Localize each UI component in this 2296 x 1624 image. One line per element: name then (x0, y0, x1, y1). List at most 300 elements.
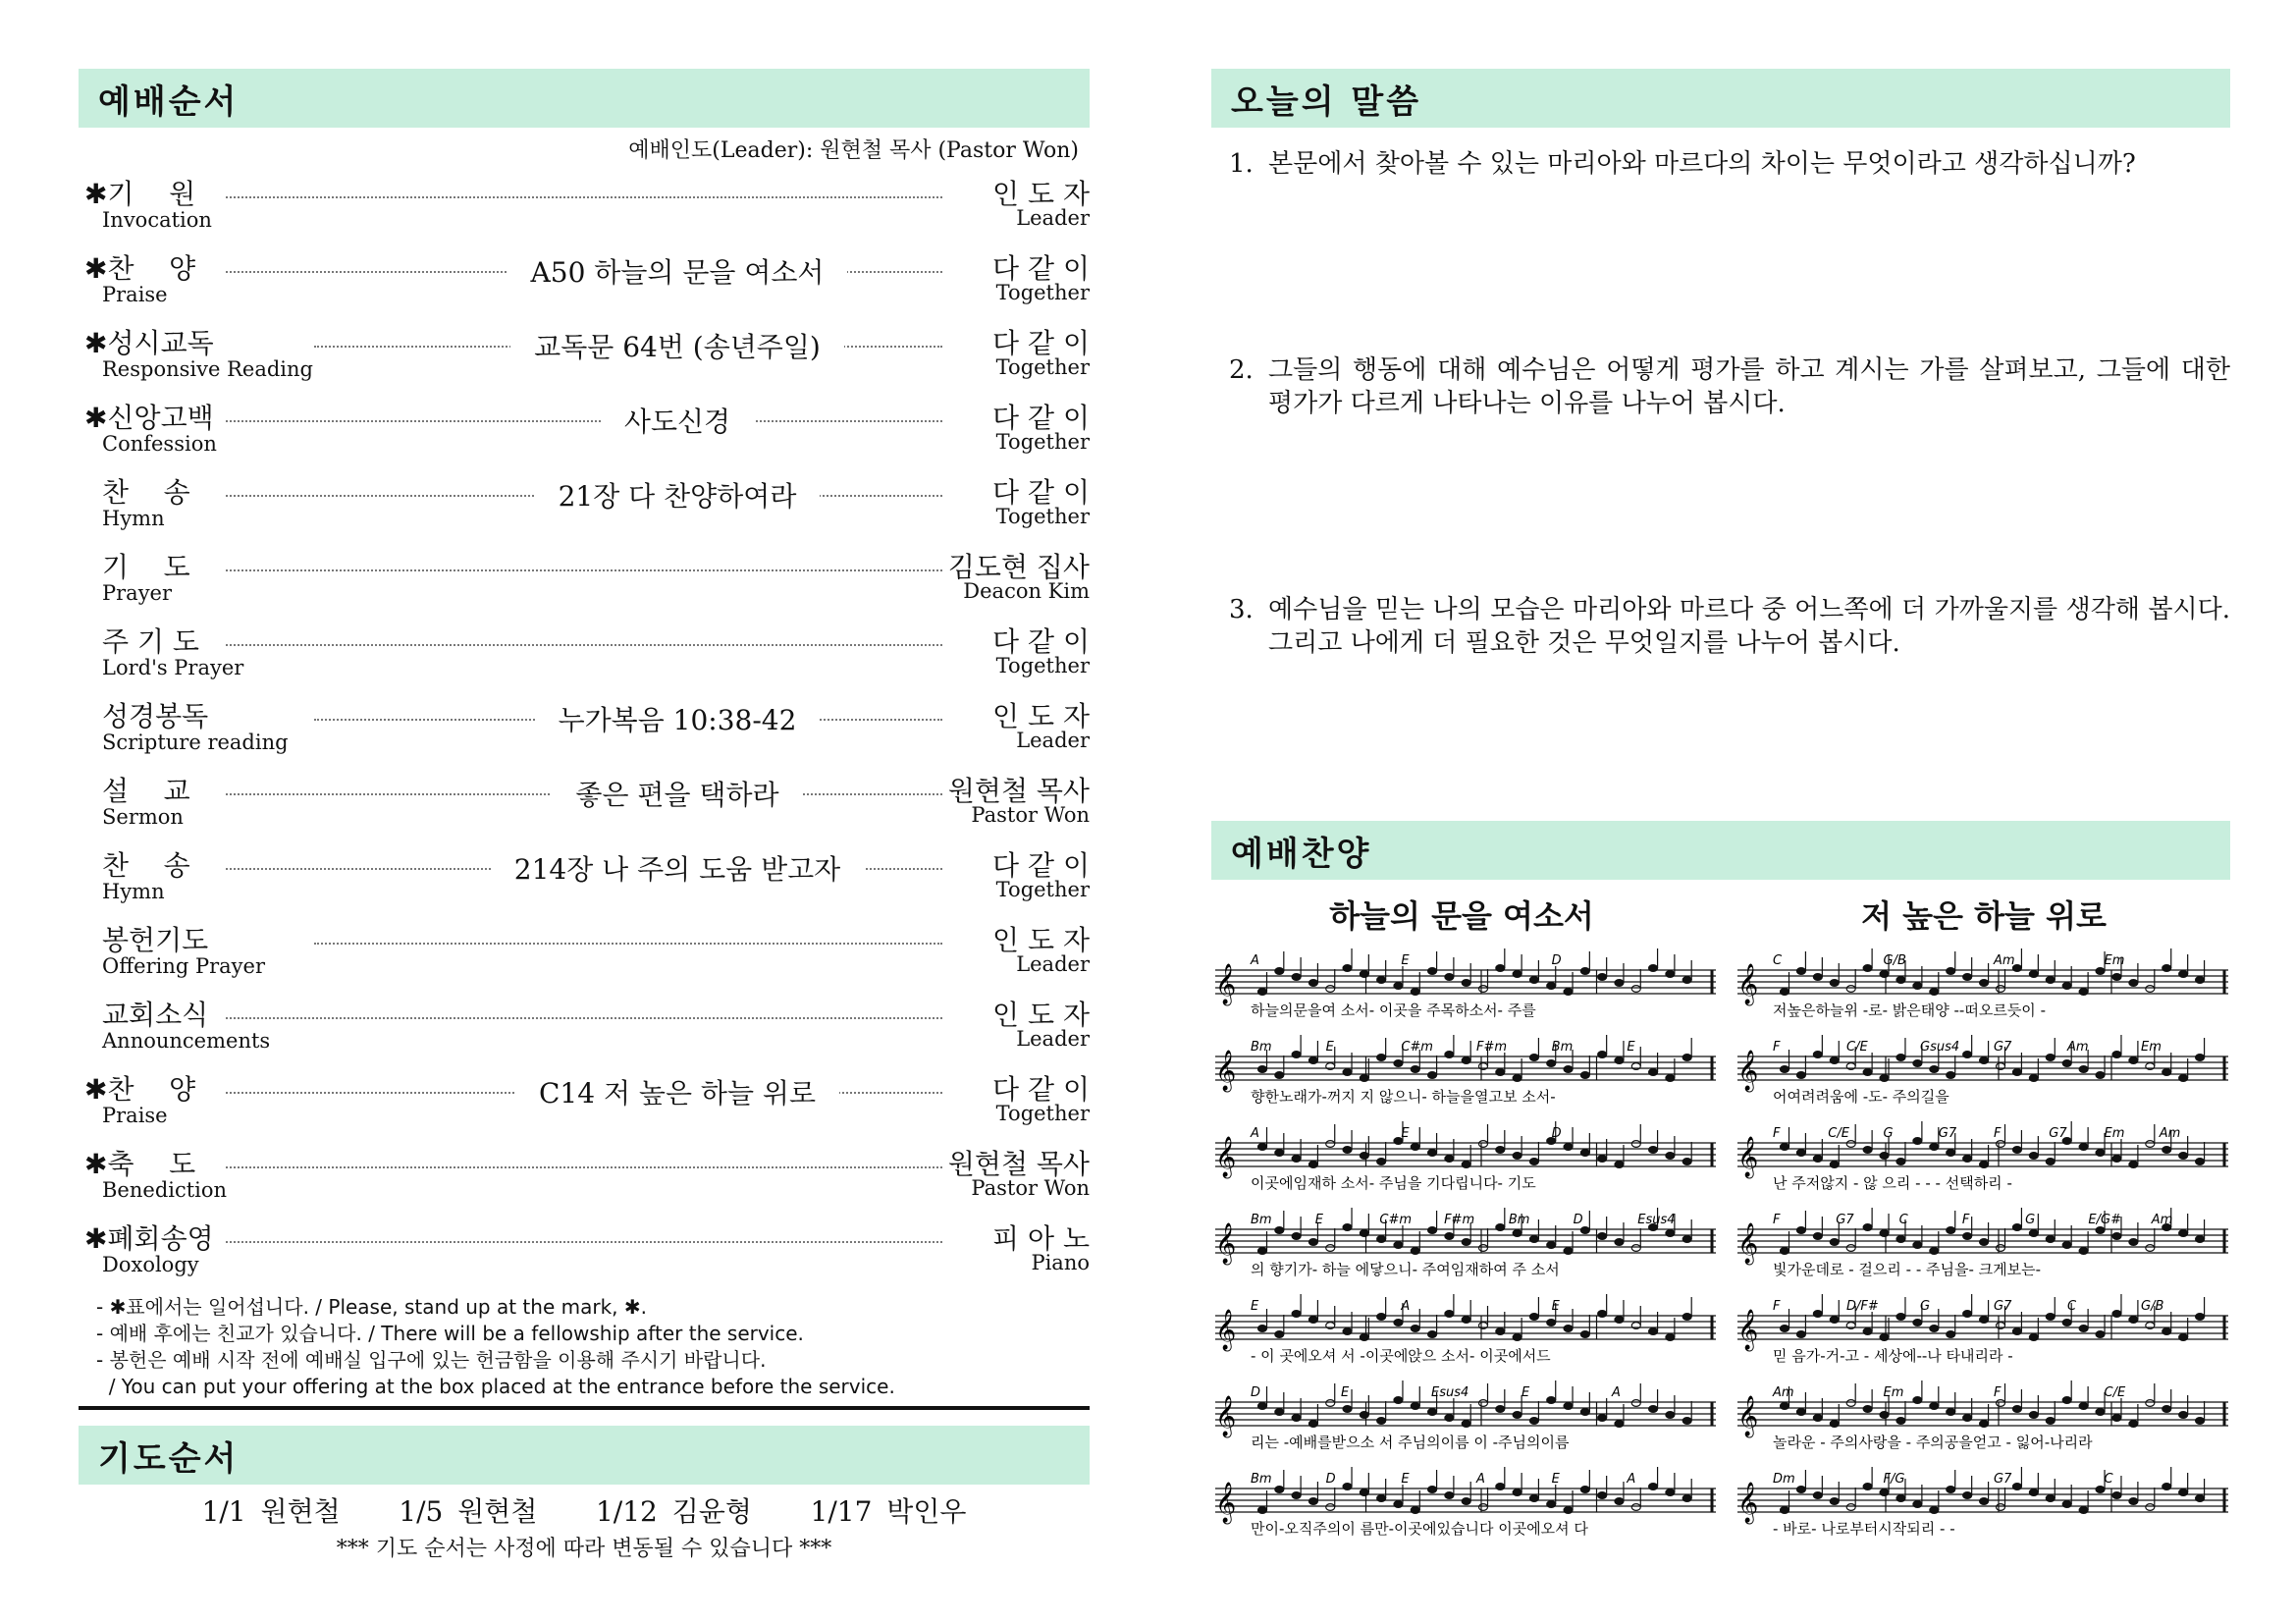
music-note (1913, 983, 1922, 990)
music-note (1411, 1507, 1419, 1514)
music-note (1796, 1227, 1805, 1234)
music-note (1830, 1162, 1839, 1168)
music-note (1428, 1072, 1437, 1079)
music-note (2196, 1055, 2205, 1061)
music-note (2146, 1400, 2155, 1407)
music-note (2179, 1412, 2188, 1419)
music-note (1547, 1320, 1556, 1326)
music-note (1258, 989, 1267, 996)
order-item-korean-text: 찬 송 (102, 476, 190, 509)
music-note (1411, 1326, 1419, 1332)
music-note (1258, 1326, 1267, 1332)
chord-symbol: Bm (1251, 1472, 1272, 1487)
order-item-english: Praise (102, 1104, 168, 1127)
chord-symbol: E (1314, 1213, 1323, 1227)
music-note (2096, 1072, 2105, 1079)
order-item-person-korean: 다 같 이 (992, 327, 1090, 359)
sheet-music-score-1 (1211, 933, 1722, 1561)
music-note (1896, 1236, 1905, 1243)
order-item-detail (442, 848, 913, 888)
chord-symbol: F (1961, 1213, 1970, 1227)
music-note (1529, 1055, 1538, 1061)
chord-symbol: Am (2159, 1126, 2181, 1141)
worship-order-row (79, 770, 1090, 840)
music-note (2179, 971, 2188, 978)
music-note (2179, 1230, 2188, 1237)
chord-symbol: G7 (1994, 1040, 2012, 1055)
music-note (1666, 1489, 1675, 1496)
chord-symbol: Am (1773, 1385, 1794, 1400)
order-item-english: Confession (102, 432, 217, 456)
music-note (1326, 1400, 1335, 1407)
order-item-korean-text: 교회소식 (102, 999, 209, 1031)
todays-word-heading (1211, 69, 2230, 128)
music-note (1394, 1242, 1403, 1249)
order-item-korean (102, 770, 190, 809)
music-note (1947, 1072, 1955, 1079)
music-note (1360, 1075, 1368, 1082)
music-note (1631, 986, 1640, 993)
order-item-english: Doxology (102, 1253, 199, 1276)
music-note (1529, 1495, 1538, 1502)
music-note (1980, 1421, 1989, 1428)
music-note (1896, 1495, 1905, 1502)
music-staff (1215, 1035, 1716, 1106)
music-note (1947, 1150, 1955, 1157)
music-note (1896, 1418, 1905, 1425)
music-staff (1215, 948, 1716, 1019)
music-note (2029, 1489, 2038, 1496)
note-line: - ✱표에서는 일어섭니다. / Please, stand up at the mark, ✱. (96, 1295, 647, 1319)
treble-clef-icon: 𝄞 (1737, 1051, 1759, 1091)
music-note (1360, 1489, 1368, 1496)
music-note (1930, 1507, 1939, 1514)
music-note (1896, 1159, 1905, 1165)
chord-symbol: Em (2104, 1126, 2125, 1141)
music-note (1326, 986, 1335, 993)
lyric-line: - 이 곳에오셔 서 -이곳에앉으 소서- 이곳에서드 (1251, 1347, 1551, 1365)
music-note (1947, 1331, 1955, 1338)
order-item-korean-text: 찬 양 (107, 1073, 196, 1106)
music-note (1547, 983, 1556, 990)
music-note (1445, 1415, 1454, 1422)
order-item-korean-text: 폐회송영 (107, 1222, 214, 1255)
order-item-korean (84, 322, 214, 361)
music-note (1649, 1147, 1658, 1154)
chord-symbol: C/E (2104, 1385, 2126, 1400)
order-item-detail (442, 1072, 913, 1111)
chord-symbol: A (1627, 1472, 1636, 1487)
chord-symbol: Esus4 (1431, 1385, 1469, 1400)
music-note (1980, 1057, 1989, 1064)
stand-mark-icon: ✱ (84, 1222, 108, 1255)
worship-order-heading-text: 예배순서 (98, 81, 240, 122)
music-note (1963, 1415, 1972, 1422)
order-item-person-english: Leader (1016, 952, 1090, 976)
order-item-person-english: Leader (1016, 206, 1090, 230)
note-line: / You can put your offering at the box placed at the entrance before the service. (96, 1375, 895, 1398)
music-note (1666, 1334, 1675, 1341)
chord-symbol: A (1476, 1472, 1485, 1487)
music-note (1580, 1150, 1589, 1157)
music-note (2012, 1069, 2021, 1076)
music-note (1564, 1248, 1573, 1255)
music-note (1997, 1504, 2005, 1511)
order-item-person-english: Together (995, 654, 1090, 677)
song-title: 저 높은 하늘 위로 (1861, 897, 2107, 935)
music-note (2179, 1075, 2188, 1082)
music-note (1649, 1069, 1658, 1076)
order-item-detail-text: C14 저 높은 하늘 위로 (515, 1077, 839, 1110)
music-note (1513, 1412, 1522, 1419)
order-item-korean (84, 247, 196, 287)
music-note (2079, 1248, 2088, 1255)
chord-symbol: Bm (1251, 1040, 1272, 1055)
music-note (1781, 989, 1789, 996)
music-note (1930, 1248, 1939, 1255)
music-note (1615, 1057, 1624, 1064)
order-item-person-korean: 인 도 자 (992, 924, 1090, 956)
music-note (1394, 983, 1403, 990)
music-note (1428, 1227, 1437, 1234)
music-note (1547, 1501, 1556, 1508)
music-note (1781, 1507, 1789, 1514)
music-note (1394, 1060, 1403, 1067)
music-note (2029, 1230, 2038, 1237)
music-note (2129, 1421, 2138, 1428)
music-note (2096, 1409, 2105, 1416)
music-note (1513, 1230, 1522, 1237)
order-item-korean (102, 471, 190, 511)
chord-symbol: G7 (1938, 1126, 1957, 1141)
chord-symbol: E (1325, 1040, 1334, 1055)
music-note (1781, 1248, 1789, 1255)
music-note (2062, 1060, 2071, 1067)
music-note (1649, 965, 1658, 972)
music-note (1428, 1150, 1437, 1157)
treble-clef-icon: 𝄞 (1737, 1223, 1759, 1264)
music-note (2146, 1141, 2155, 1148)
note-line: - 예배 후에는 친교가 있습니다. / There will be a fellowship after the service. (96, 1322, 804, 1345)
music-note (1880, 1489, 1889, 1496)
treble-clef-icon: 𝄞 (1215, 1051, 1237, 1091)
order-item-english: Announcements (102, 1029, 271, 1053)
music-note (2196, 1236, 2205, 1243)
music-note (1846, 1141, 1855, 1148)
music-note (1428, 1487, 1437, 1493)
treble-clef-icon: 𝄞 (1737, 1396, 1759, 1436)
music-note (2046, 977, 2055, 984)
music-note (1547, 1242, 1556, 1249)
music-note (1411, 1248, 1419, 1255)
chord-symbol: F#m (1444, 1213, 1475, 1227)
chord-symbol: D (1551, 1126, 1562, 1141)
worship-notes (96, 1294, 895, 1400)
music-note (2163, 1328, 2171, 1335)
chord-symbol: Gsus4 (1920, 1040, 1960, 1055)
music-note (1258, 1507, 1267, 1514)
chord-symbol: Dm (1773, 1472, 1795, 1487)
order-item-detail-text: 21장 다 찬양하여라 (535, 480, 821, 513)
order-item-korean-text: 성시교독 (107, 327, 214, 359)
worship-order-row (79, 247, 1090, 318)
music-note (1947, 1227, 1955, 1234)
music-note (1529, 1314, 1538, 1321)
music-note (1580, 1409, 1589, 1416)
stand-mark-icon: ✱ (84, 1073, 108, 1106)
music-note (1496, 1069, 1505, 1076)
music-note (1292, 1415, 1301, 1422)
music-note (1682, 1055, 1691, 1061)
chord-symbol: E (1401, 1472, 1410, 1487)
music-note (1863, 1147, 1872, 1154)
chord-symbol: C (1773, 953, 1783, 968)
stand-mark-icon: ✱ (84, 178, 108, 210)
music-note (1880, 1412, 1889, 1419)
question-item (1229, 593, 2230, 660)
question-number: 3. (1229, 595, 1254, 624)
order-item-english: Sermon (102, 805, 184, 829)
music-note (1292, 1233, 1301, 1240)
music-note (2046, 1418, 2055, 1425)
music-note (1947, 1487, 1955, 1493)
order-item-person-english: Pastor Won (971, 1176, 1090, 1200)
music-note (1428, 1331, 1437, 1338)
music-note (1308, 1057, 1317, 1064)
music-note (1880, 1153, 1889, 1160)
music-note (1564, 1326, 1573, 1332)
music-note (1513, 1153, 1522, 1160)
chord-symbol: Am (2151, 1213, 2173, 1227)
music-note (1813, 1311, 1822, 1318)
music-note (1308, 1317, 1317, 1324)
music-note (1666, 971, 1675, 978)
music-note (2096, 1487, 2105, 1493)
music-note (1830, 1421, 1839, 1428)
music-note (2029, 1412, 2038, 1419)
music-note (1666, 1153, 1675, 1160)
music-note (2096, 1150, 2105, 1157)
music-staff (1215, 1467, 1716, 1538)
music-note (1394, 1320, 1403, 1326)
music-note (2179, 1489, 2188, 1496)
music-note (1479, 1400, 1488, 1407)
music-note (1428, 1409, 1437, 1416)
worship-songs-heading (1211, 821, 2230, 880)
music-staff (1737, 1208, 2228, 1278)
music-note (1930, 1066, 1939, 1073)
chord-symbol: F (1994, 1385, 2002, 1400)
chord-symbol: Am (1994, 953, 2015, 968)
chord-symbol: F (1773, 1040, 1781, 1055)
chord-symbol: Bm (1251, 1213, 1272, 1227)
music-note (2079, 989, 2088, 996)
music-note (1880, 1230, 1889, 1237)
question-item (1229, 147, 2230, 181)
music-note (1930, 1403, 1939, 1410)
music-note (1462, 1498, 1470, 1505)
music-note (2163, 1069, 2171, 1076)
chord-symbol: E (1401, 953, 1410, 968)
chord-symbol: Am (2067, 1040, 2089, 1055)
order-item-detail (442, 326, 913, 365)
music-note (1496, 1484, 1505, 1490)
music-note (1564, 1403, 1573, 1410)
chord-symbol: D (1325, 1472, 1336, 1487)
question-number: 1. (1229, 149, 1254, 179)
chord-symbol: D (1251, 1385, 1261, 1400)
order-item-person-english: Piano (1031, 1251, 1090, 1274)
order-item-korean (84, 397, 214, 436)
music-note (1880, 1334, 1889, 1341)
order-item-detail (442, 475, 913, 514)
order-item-korean-text: 성경봉독 (102, 700, 209, 732)
music-note (1880, 1075, 1889, 1082)
order-item-korean (102, 546, 190, 585)
music-note (2012, 1406, 2021, 1413)
chord-symbol: G7 (1836, 1213, 1854, 1227)
order-item-person-korean: 다 같 이 (992, 252, 1090, 285)
music-note (2096, 968, 2105, 975)
todays-word-heading-text: 오늘의 말씀 (1231, 81, 1422, 122)
music-note (1462, 1317, 1470, 1324)
music-note (1682, 977, 1691, 984)
question-text: 예수님을 믿는 나의 모습은 마리아와 마르다 중 어느쪽에 더 가까울지를 생각해 봅시다. 그리고 나에게 더 필요한 것은 무엇일지를 나누어 봅시다. (1268, 595, 2230, 658)
music-note (1275, 1072, 1284, 1079)
order-item-english: Scripture reading (102, 731, 289, 754)
stand-mark-icon: ✱ (84, 327, 108, 359)
music-note (1615, 1421, 1624, 1428)
worship-order-row (79, 546, 1090, 617)
order-item-korean-text: 기 원 (107, 178, 196, 210)
music-note (1682, 1495, 1691, 1502)
music-note (1896, 977, 1905, 984)
worship-order-row (79, 695, 1090, 766)
music-note (1326, 1245, 1335, 1252)
music-note (1682, 1418, 1691, 1425)
music-note (1963, 1052, 1972, 1058)
lyric-line: 난 주저않지 - 않 으리 - - - 선택하리 - (1773, 1174, 2012, 1192)
music-note (1666, 1412, 1675, 1419)
order-item-detail (442, 699, 913, 738)
order-item-korean-text: 찬 송 (102, 849, 190, 882)
order-item-detail-text: 교독문 64번 (송년주일) (510, 331, 844, 363)
order-item-english: Hymn (102, 880, 165, 903)
music-note (1547, 1397, 1556, 1404)
lyric-line: 이곳에임재하 소서- 주님을 기다립니다- 기도 (1251, 1174, 1536, 1192)
music-note (1863, 965, 1872, 972)
chord-symbol: G/B (1883, 953, 1906, 968)
leader-dots (226, 644, 942, 646)
order-item-korean (102, 844, 190, 884)
order-item-korean-text: 봉헌기도 (102, 924, 209, 956)
music-staff (1737, 1121, 2228, 1192)
music-note (1598, 1415, 1607, 1422)
music-note (1682, 1314, 1691, 1321)
worship-order-row (79, 471, 1090, 542)
chord-symbol: D (1573, 1213, 1583, 1227)
lyric-line: 믿 음가-거-고 - 세상에--나 타내리라 - (1773, 1347, 2013, 1365)
music-note (1598, 1156, 1607, 1163)
music-note (2062, 1397, 2071, 1404)
lyric-line: 저높은하늘위 -로- 밝은태양 --떠오르듯이 - (1773, 1001, 2046, 1019)
music-note (2146, 1245, 2155, 1252)
chord-symbol: G (2025, 1213, 2036, 1227)
music-note (1496, 965, 1505, 972)
order-item-detail (442, 251, 913, 291)
music-note (1445, 974, 1454, 981)
order-item-korean (102, 621, 199, 660)
music-note (1496, 1406, 1505, 1413)
music-note (1377, 1314, 1386, 1321)
music-note (2112, 1415, 2121, 1422)
music-note (1666, 1230, 1675, 1237)
chord-symbol: F/G (1883, 1472, 1905, 1487)
chord-symbol: E (1522, 1385, 1530, 1400)
music-note (1930, 989, 1939, 996)
treble-clef-icon: 𝄞 (1737, 964, 1759, 1004)
lyric-line: 하늘의문을여 소서- 이곳을 주목하소서- 주를 (1251, 1001, 1536, 1019)
music-note (1598, 1311, 1607, 1318)
music-note (2096, 1227, 2105, 1234)
music-note (2163, 1147, 2171, 1154)
music-note (1963, 1233, 1972, 1240)
music-note (1377, 1159, 1386, 1165)
music-note (1360, 1230, 1368, 1237)
worship-order-row (79, 173, 1090, 244)
prayer-order-heading-text: 기도순서 (98, 1438, 240, 1479)
music-note (1863, 1069, 1872, 1076)
leader-dots (226, 1017, 942, 1019)
music-note (1326, 1504, 1335, 1511)
music-note (2163, 1406, 2171, 1413)
music-note (1813, 974, 1822, 981)
music-note (1308, 1498, 1317, 1505)
music-note (1580, 1331, 1589, 1338)
music-note (1796, 1072, 1805, 1079)
order-item-korean (84, 1218, 214, 1257)
music-note (1529, 1236, 1538, 1243)
music-staff (1215, 1121, 1716, 1192)
chord-symbol: Esus4 (1637, 1213, 1676, 1227)
order-item-english: Prayer (102, 581, 173, 605)
music-note (2029, 1334, 2038, 1341)
order-item-korean-text: 축 도 (107, 1148, 196, 1180)
music-note (1411, 1403, 1419, 1410)
music-note (1913, 1501, 1922, 1508)
lyric-line: 향한노래가-꺼지 지 않으니- 하늘을열고보 소서- (1251, 1088, 1556, 1106)
music-note (1682, 1159, 1691, 1165)
music-note (1513, 971, 1522, 978)
music-note (1963, 1311, 1972, 1318)
order-item-detail (442, 401, 913, 440)
worship-order-heading (79, 69, 1090, 128)
order-item-detail-text: 214장 나 주의 도움 받고자 (491, 853, 864, 886)
music-staff (1215, 1294, 1716, 1365)
chord-symbol: A (1612, 1385, 1621, 1400)
music-note (1394, 1501, 1403, 1508)
worship-order-row (79, 844, 1090, 915)
music-note (1796, 968, 1805, 975)
music-note (1292, 1492, 1301, 1499)
treble-clef-icon: 𝄞 (1215, 1396, 1237, 1436)
music-note (1580, 968, 1589, 975)
chord-symbol: C/E (1846, 1040, 1868, 1055)
order-item-english: Hymn (102, 507, 165, 530)
music-note (1930, 1144, 1939, 1151)
music-note (2129, 1239, 2138, 1246)
music-note (1377, 1055, 1386, 1061)
